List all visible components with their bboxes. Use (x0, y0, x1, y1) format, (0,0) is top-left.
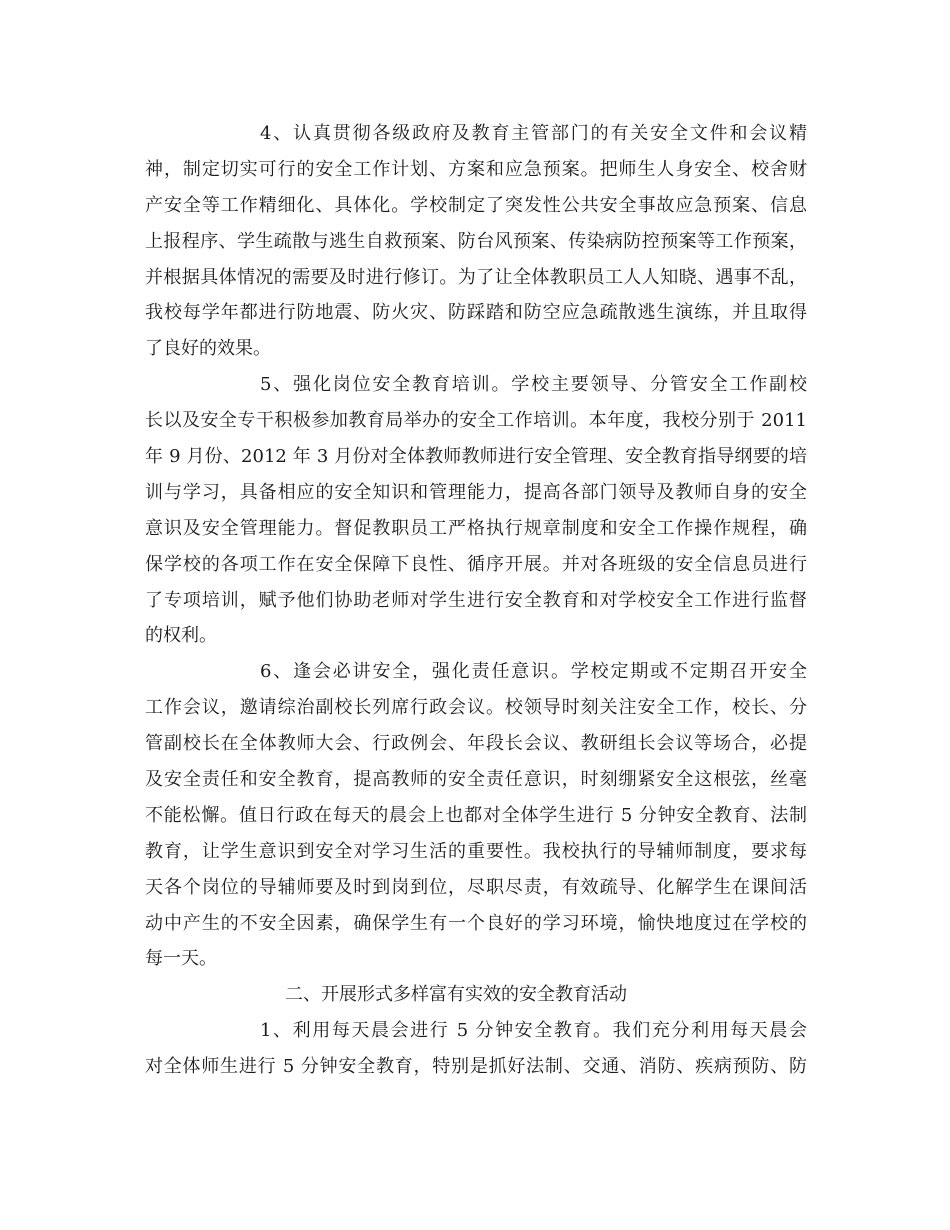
paragraph-5-line-6: 保学校的各项工作在安全保障下良性、循序开展。并对各班级的安全信息员进行 (145, 553, 807, 575)
paragraph-5-line-8: 的权利。 (145, 625, 217, 647)
paragraph-5-line-3: 年 9 月份、2012 年 3 月份对全体教师教师进行安全管理、安全教育指导纲要的培 (145, 446, 807, 468)
paragraph-6-line-4: 及安全责任和安全教育，提高教师的安全责任意识，时刻绷紧安全这根弦，丝毫 (145, 769, 807, 791)
paragraph-5-line-7: 了专项培训，赋予他们协助老师对学生进行安全教育和对学校安全工作进行监督 (145, 589, 807, 611)
section-heading: 二、开展形式多样富有实效的安全教育活动 (285, 984, 627, 1006)
paragraph-6-line-2: 工作会议，邀请综治副校长列席行政会议。校领导时刻关注安全工作，校长、分 (145, 697, 807, 719)
paragraph-6-line-8: 动中产生的不安全因素，确保学生有一个良好的学习环境，愉快地度过在学校的 (145, 912, 807, 934)
paragraph-4-line-7: 了良好的效果。 (145, 338, 271, 360)
paragraph-6-line-7: 天各个岗位的导辅师要及时到岗到位，尽职尽责，有效疏导、化解学生在课间活 (145, 876, 807, 898)
paragraph-6-line-5: 不能松懈。值日行政在每天的晨会上也都对全体学生进行 5 分钟安全教育、法制 (145, 804, 807, 826)
paragraph-4-line-3: 产安全等工作精细化、具体化。学校制定了突发性公共安全事故应急预案、信息 (145, 194, 807, 216)
paragraph-5-line-4: 训与学习，具备相应的安全知识和管理能力，提高各部门领导及教师自身的安全 (145, 481, 807, 503)
paragraph-4-line-1: 4、认真贯彻各级政府及教育主管部门的有关安全文件和会议精 (260, 123, 807, 144)
paragraph-6-line-1: 6、逢会必讲安全，强化责任意识。学校定期或不定期召开安全 (260, 661, 807, 683)
section-2-paragraph-1-line-2: 对全体师生进行 5 分钟安全教育，特别是抓好法制、交通、消防、疾病预防、防 (145, 1056, 807, 1078)
paragraph-5-line-5: 意识及安全管理能力。督促教职员工严格执行规章制度和安全工作操作规程，确 (145, 517, 807, 539)
paragraph-5-line-2: 长以及安全专干积极参加教育局举办的安全工作培训。本年度，我校分别于 2011 (145, 410, 807, 432)
paragraph-4-line-6: 我校每学年都进行防地震、防火灾、防踩踏和防空应急疏散逃生演练，并且取得 (145, 302, 807, 324)
document-body (145, 116, 807, 1085)
paragraph-5-line-1: 5、强化岗位安全教育培训。学校主要领导、分管安全工作副校 (260, 374, 807, 396)
paragraph-6-line-9: 每一天。 (145, 948, 217, 970)
section-2-paragraph-1-line-1: 1、利用每天晨会进行 5 分钟安全教育。我们充分利用每天晨会 (260, 1020, 807, 1042)
paragraph-6-line-6: 教育，让学生意识到安全对学习生活的重要性。我校执行的导辅师制度，要求每 (145, 840, 807, 862)
paragraph-4-line-4: 上报程序、学生疏散与逃生自救预案、防台风预案、传染病防控预案等工作预案， (145, 230, 807, 252)
paragraph-4-line-5: 并根据具体情况的需要及时进行修订。为了让全体教职员工人人知晓、遇事不乱， (145, 266, 807, 288)
paragraph-4-line-2: 神，制定切实可行的安全工作计划、方案和应急预案。把师生人身安全、校舍财 (145, 158, 807, 180)
paragraph-6-line-3: 管副校长在全体教师大会、行政例会、年段长会议、教研组长会议等场合，必提 (145, 733, 807, 755)
